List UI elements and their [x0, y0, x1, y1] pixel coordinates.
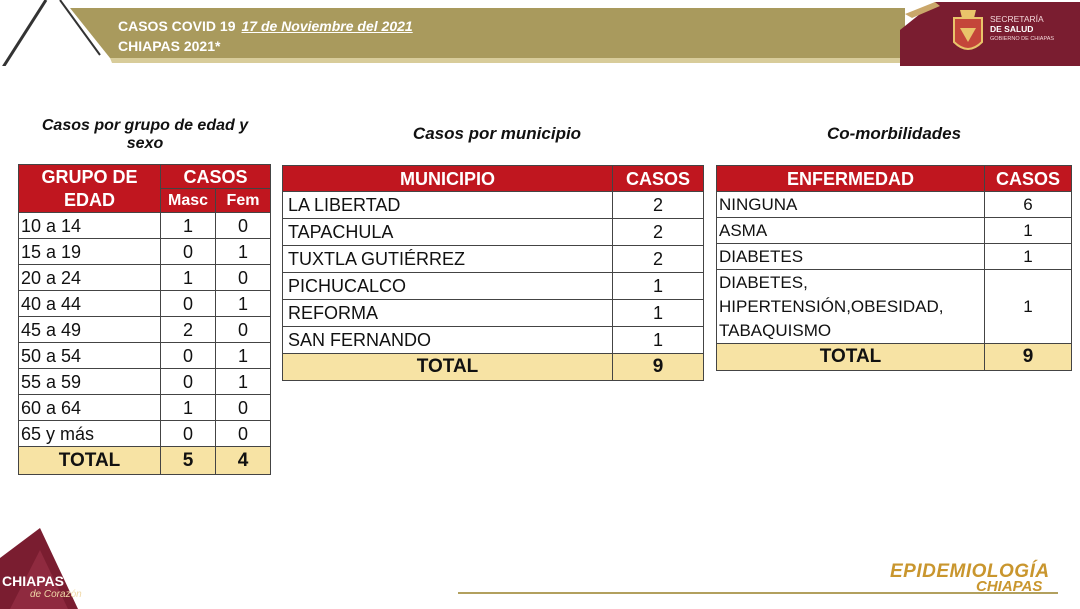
secretaria-salud-logo	[990, 14, 1054, 44]
disease-name: NINGUNA	[717, 192, 985, 218]
masc-count: 0	[161, 343, 216, 369]
table-row	[283, 273, 704, 300]
table-row	[283, 300, 704, 327]
col-header-cases: CASOS	[985, 166, 1072, 192]
table-row	[19, 239, 271, 265]
logo-line-1: SECRETARÍA	[990, 14, 1044, 24]
fem-count: 1	[216, 343, 271, 369]
municipio-cases: 1	[613, 327, 704, 354]
age-group: 50 a 54	[19, 343, 161, 369]
disease-cases: 6	[985, 192, 1072, 218]
municipio-name: TUXTLA GUTIÉRREZ	[283, 246, 613, 273]
total-cases: 9	[985, 344, 1072, 371]
municipio-name: TAPACHULA	[283, 219, 613, 246]
table-row	[19, 317, 271, 343]
age-group: 60 a 64	[19, 395, 161, 421]
disease-cases: 1	[985, 218, 1072, 244]
municipio-section-title: Casos por municipio	[412, 124, 582, 143]
report-title: CASOS COVID 19	[118, 18, 236, 34]
municipio-cases: 2	[613, 192, 704, 219]
table-row	[717, 244, 1072, 270]
total-fem: 4	[216, 447, 271, 475]
fem-count: 0	[216, 421, 271, 447]
age-section-title	[14, 117, 276, 153]
age-group: 20 a 24	[19, 265, 161, 291]
municipio-cases: 2	[613, 246, 704, 273]
masc-count: 0	[161, 239, 216, 265]
disease-cases: 1	[985, 270, 1072, 344]
col-header-enfermedad: ENFERMEDAD	[717, 166, 985, 192]
col-header-group	[19, 165, 161, 213]
disease-name: DIABETES	[717, 244, 985, 270]
col-header-fem: Fem	[216, 189, 271, 213]
table-row	[19, 369, 271, 395]
masc-count: 1	[161, 395, 216, 421]
age-group: 40 a 44	[19, 291, 161, 317]
col-header-masc: Masc	[161, 189, 216, 213]
fem-count: 1	[216, 369, 271, 395]
table-row	[717, 218, 1072, 244]
masc-count: 1	[161, 265, 216, 291]
municipio-name: PICHUCALCO	[283, 273, 613, 300]
fem-count: 0	[216, 265, 271, 291]
table-row	[19, 421, 271, 447]
age-group: 45 a 49	[19, 317, 161, 343]
age-group: 65 y más	[19, 421, 161, 447]
table-row	[283, 246, 704, 273]
masc-count: 0	[161, 369, 216, 395]
report-subtitle: CHIAPAS 2021*	[118, 38, 221, 54]
col-header-group-label: GRUPO DE EDAD	[41, 166, 138, 210]
fem-count: 0	[216, 317, 271, 343]
table-row	[717, 192, 1072, 218]
municipio-table	[282, 165, 704, 381]
municipio-name: LA LIBERTAD	[283, 192, 613, 219]
masc-count: 0	[161, 421, 216, 447]
table-row	[283, 219, 704, 246]
table-row	[19, 291, 271, 317]
report-date: 17 de Noviembre del 2021	[241, 18, 413, 34]
table-row	[283, 192, 704, 219]
chiapas-logo-text: CHIAPAS	[2, 573, 64, 589]
total-row	[283, 354, 704, 381]
col-header-cases: CASOS	[161, 165, 271, 189]
total-label: TOTAL	[283, 354, 613, 381]
municipio-name: SAN FERNANDO	[283, 327, 613, 354]
table-row	[19, 265, 271, 291]
masc-count: 1	[161, 213, 216, 239]
header-title	[118, 18, 413, 34]
chiapas-logo-subtext: de Corazón	[30, 589, 82, 600]
fem-count: 1	[216, 239, 271, 265]
total-masc: 5	[161, 447, 216, 475]
epidemiologia-logo-line1: EPIDEMIOLOGÍA	[890, 561, 1050, 582]
masc-count: 2	[161, 317, 216, 343]
disease-name: ASMA	[717, 218, 985, 244]
total-label: TOTAL	[717, 344, 985, 371]
logo-line-2: DE SALUD	[990, 24, 1034, 34]
fem-count: 1	[216, 291, 271, 317]
age-group: 15 a 19	[19, 239, 161, 265]
logo-line-3: GOBIERNO DE CHIAPAS	[990, 36, 1055, 42]
age-title-line2: sexo	[126, 135, 164, 152]
table-row	[19, 395, 271, 421]
total-cases: 9	[613, 354, 704, 381]
comorb-section-title: Co-morbilidades	[826, 124, 962, 143]
total-row	[19, 447, 271, 475]
disease-cases: 1	[985, 244, 1072, 270]
table-row	[19, 213, 271, 239]
total-row	[717, 344, 1072, 371]
age-sex-table	[18, 164, 271, 475]
total-label: TOTAL	[19, 447, 161, 475]
table-row	[19, 343, 271, 369]
col-header-municipio: MUNICIPIO	[283, 166, 613, 192]
fem-count: 0	[216, 213, 271, 239]
age-group: 10 a 14	[19, 213, 161, 239]
disease-name: DIABETES, HIPERTENSIÓN,OBESIDAD, TABAQUISMO	[717, 270, 985, 344]
col-header-cases: CASOS	[613, 166, 704, 192]
municipio-cases: 2	[613, 219, 704, 246]
footer-divider	[458, 592, 1058, 594]
table-row	[717, 270, 1072, 344]
comorbidities-table	[716, 165, 1072, 371]
masc-count: 0	[161, 291, 216, 317]
state-shield-icon	[950, 8, 986, 60]
municipio-cases: 1	[613, 300, 704, 327]
epidemiologia-logo-line2: CHIAPAS	[976, 578, 1043, 595]
municipio-name: REFORMA	[283, 300, 613, 327]
fem-count: 0	[216, 395, 271, 421]
age-group: 55 a 59	[19, 369, 161, 395]
age-title-line1: Casos por grupo de edad y	[41, 117, 249, 134]
municipio-cases: 1	[613, 273, 704, 300]
table-row	[283, 327, 704, 354]
